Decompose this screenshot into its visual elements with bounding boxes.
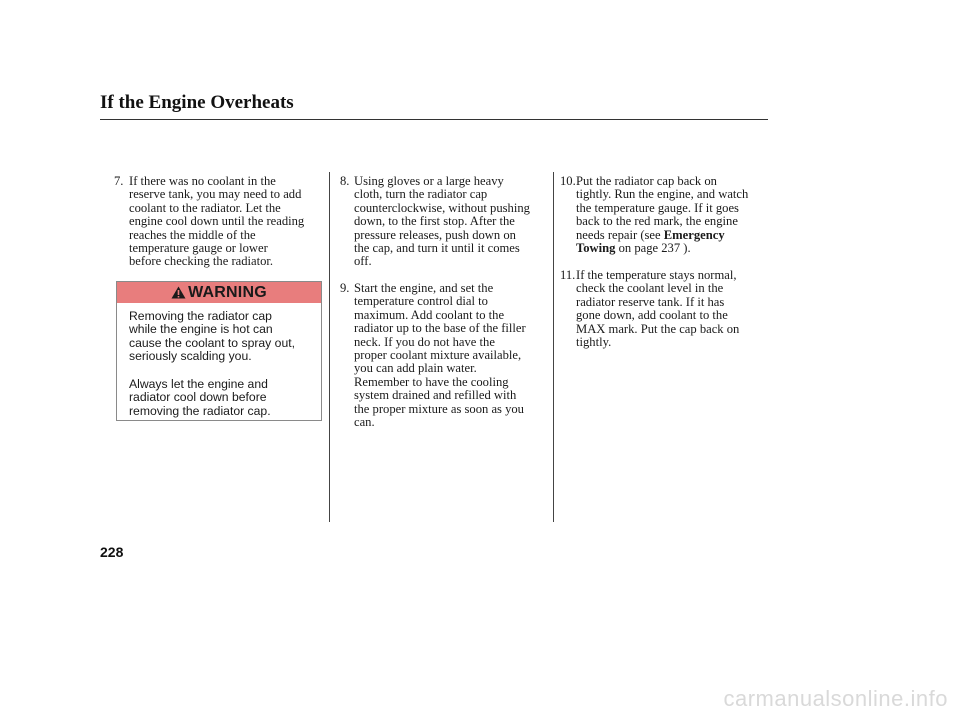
step-number: 7. [114,174,124,188]
warning-paragraph-1: Removing the radiator cap while the engine is hot can cause the coolant to spray out, seriously scalding you. [129,309,295,364]
step-text: Start the engine, and set the temperature control dial to maximum. Add coolant to the radiator up to the base of the filler neck. If you do not have the proper coolant mixture available, you can add plain water. Remember to have the cooling system drained and refilled with the proper mixture as soon as you can. [354,281,526,430]
step-number: 10. [560,174,576,188]
emergency-towing-link[interactable]: Emergency [663,227,725,242]
step-8 [340,175,550,269]
step-number: 9. [340,281,350,295]
step-text-part: on page 237 ). [615,241,691,256]
column-divider-2 [553,172,554,522]
warning-box [116,281,322,421]
watermark: carmanualsonline.info [723,686,948,711]
step-11 [560,269,770,349]
warning-header [117,282,321,303]
step-7 [114,175,324,269]
emergency-towing-link-line2[interactable]: Towing [576,241,616,256]
step-number: 11. [560,268,576,282]
warning-paragraph-2: Always let the engine and radiator cool down before removing the radiator cap. [129,377,271,418]
step-10 [560,175,770,255]
page-number: 228 [100,544,124,560]
warning-label: WARNING [188,283,267,301]
step-text: If there was no coolant in the reserve tank, you may need to add coolant to the radiator. Let the engine cool down until the reading reaches the middle of the temperature gauge or lower before checking the radiator. [129,174,305,269]
step-text-part: Put the radiator cap back on tightly. Run the engine, and watch the temperature gauge. If it goes back to the red mark, the engine needs repair (see [576,174,749,242]
column-divider-1 [329,172,330,522]
step-number: 8. [340,174,350,188]
step-9 [340,282,550,429]
step-text [576,175,770,255]
step-text: If the temperature stays normal, check the coolant level in the radiator reserve tank. If it has gone down, add coolant to the MAX mark. Put the cap back on tightly. [576,268,740,350]
warning-triangle-icon [171,286,186,299]
title-rule [100,119,768,120]
step-text: Using gloves or a large heavy cloth, turn the radiator cap counterclockwise, without pushing down, to the first stop. After the pressure releases, push down on the cap, and turn it until it comes off. [354,174,530,269]
page-title: If the Engine Overheats [100,92,294,113]
